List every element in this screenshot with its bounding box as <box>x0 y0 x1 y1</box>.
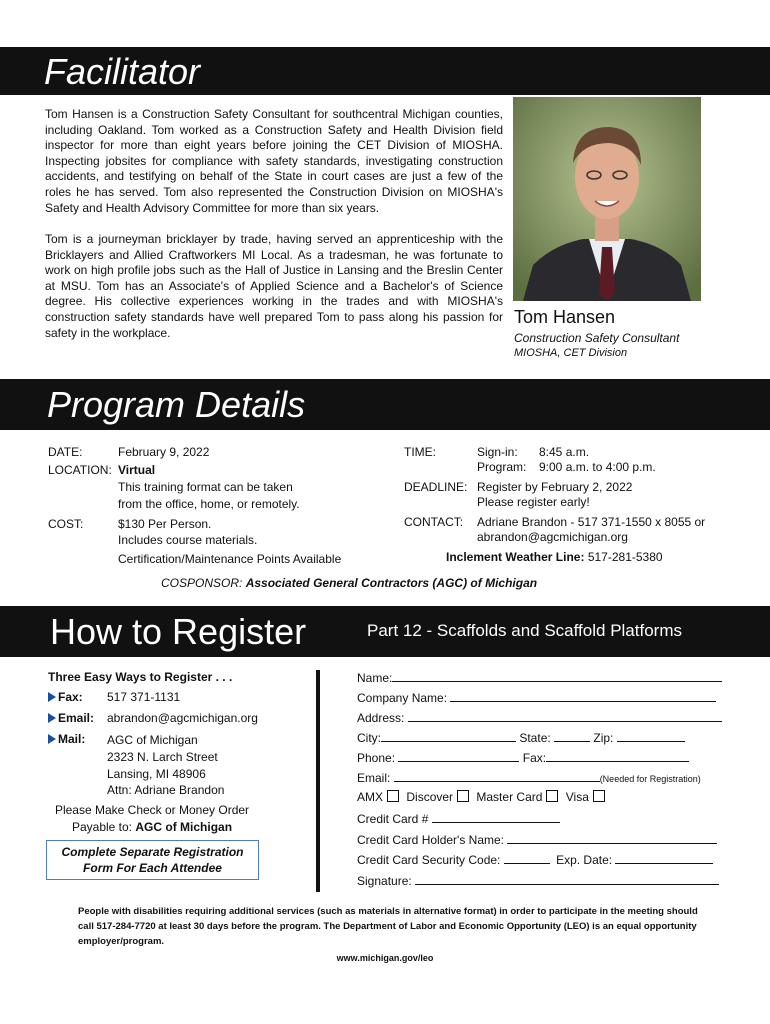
course-title: Part 12 - Scaffolds and Scaffold Platforms <box>367 621 682 640</box>
weather-label: Inclement Weather Line: <box>446 550 585 564</box>
email-option <box>48 711 94 725</box>
program-heading: Program Details <box>47 384 306 425</box>
facilitator-bio-paragraph-1: Tom Hansen is a Construction Safety Consultant for southcentral Michigan counties, including Oakland. Tom worked as a Construction Safety and Health Division field inspector for more than eight years before joining the CET Division of MIOSHA. Inspecting jobsites for compliance with safety standards, investigating construction accidents, and testifying on behalf of the State in court cases are just a few of the roles he has served. Tom also represented the Construction Division on MIOSHA's Safety and Health Advisory Committee for more than six years. <box>45 107 503 215</box>
facilitator-division: MIOSHA, CET Division <box>514 347 628 359</box>
name-label: Name: <box>357 671 393 685</box>
mail-line: Attn: Adriane Brandon <box>107 783 225 798</box>
form-phone-row <box>357 749 689 765</box>
facilitator-header-bar <box>0 47 770 95</box>
company-label: Company Name: <box>357 691 448 705</box>
zip-field[interactable] <box>617 729 685 742</box>
discover-checkbox[interactable] <box>457 790 469 802</box>
location-label: LOCATION: <box>48 463 112 477</box>
mail-address <box>107 732 224 799</box>
holder-field[interactable] <box>507 831 717 844</box>
mail-line: Lansing, MI 48906 <box>107 766 206 781</box>
check-line-1: Please Make Check or Money Order <box>54 803 250 817</box>
cost-value: $130 Per Person. <box>118 517 212 531</box>
state-field[interactable] <box>554 729 590 742</box>
arrow-right-icon <box>48 734 56 744</box>
contact-value: Adriane Brandon - 517 371-1550 x 8055 or <box>477 515 706 529</box>
cosponsor-value: Associated General Contractors (AGC) of Michigan <box>245 576 538 590</box>
address-field[interactable] <box>408 709 722 722</box>
certification-points: Certification/Maintenance Points Available <box>118 552 342 566</box>
form-email-row <box>357 769 701 785</box>
cost-note: Includes course materials. <box>118 533 258 547</box>
mail-line: 2323 N. Larch Street <box>107 749 218 764</box>
visa-label: Visa <box>565 790 589 804</box>
email-form-label: Email: <box>357 771 391 785</box>
arrow-right-icon <box>48 692 56 702</box>
contact-label: CONTACT: <box>404 515 464 529</box>
city-field[interactable] <box>381 729 516 742</box>
date-label: DATE: <box>48 445 83 459</box>
portrait-illustration <box>513 97 701 301</box>
register-header-bar <box>0 606 770 657</box>
email-value[interactable]: abrandon@agcmichigan.org <box>107 711 258 725</box>
mastercard-checkbox[interactable] <box>546 790 558 802</box>
signature-label: Signature: <box>357 874 412 888</box>
cosponsor-label: COSPONSOR: <box>161 576 243 590</box>
address-label: Address: <box>357 711 405 725</box>
mail-label: Mail: <box>58 732 86 746</box>
city-label: City: <box>357 731 381 745</box>
email-required-note: (Needed for Registration) <box>599 774 701 784</box>
box-line-1: Complete Separate Registration <box>61 845 244 859</box>
location-note-2: from the office, home, or remotely. <box>118 497 300 511</box>
form-security-row <box>357 851 713 867</box>
facilitator-role: Construction Safety Consultant <box>514 331 680 345</box>
name-field[interactable] <box>392 669 722 682</box>
payable-label: Payable to: <box>71 819 133 834</box>
mastercard-label: Master Card <box>476 790 543 804</box>
discover-label: Discover <box>406 790 454 804</box>
deadline-label: DEADLINE: <box>404 480 468 494</box>
amx-checkbox[interactable] <box>387 790 399 802</box>
cost-label: COST: <box>48 517 84 531</box>
fax-value: 517 371-1131 <box>107 690 181 704</box>
footer-url[interactable]: www.michigan.gov/leo <box>336 953 434 963</box>
security-code-field[interactable] <box>504 851 550 864</box>
form-company-row <box>357 689 716 705</box>
contact-email[interactable]: abrandon@agcmichigan.org <box>477 530 628 544</box>
email-label: Email: <box>58 711 95 725</box>
signature-field[interactable] <box>415 872 719 885</box>
mail-line: AGC of Michigan <box>107 733 198 747</box>
program-time-label: Program: <box>477 460 527 474</box>
check-instructions <box>45 802 259 835</box>
signin-label: Sign-in: <box>477 445 518 459</box>
deadline-value: Register by February 2, 2022 <box>477 480 633 494</box>
mail-option <box>48 732 85 746</box>
form-city-row <box>357 729 685 745</box>
form-card-type-row <box>357 790 609 804</box>
location-note-1: This training format can be taken <box>118 480 293 494</box>
check-line-2 <box>45 819 259 836</box>
form-holder-row <box>357 831 717 847</box>
location-value: Virtual <box>118 463 156 477</box>
register-heading: How to Register <box>50 611 307 652</box>
separate-registration-box <box>46 840 259 880</box>
facilitator-heading: Facilitator <box>44 51 201 92</box>
deadline-note: Please register early! <box>477 495 590 509</box>
holder-label: Credit Card Holder's Name: <box>357 833 505 847</box>
security-code-label: Credit Card Security Code: <box>357 853 501 867</box>
amx-label: AMX <box>357 790 384 804</box>
fax-field[interactable] <box>546 749 689 762</box>
facilitator-photo <box>513 97 701 301</box>
form-address-row <box>357 709 722 725</box>
box-line-2: Form For Each Attendee <box>83 860 222 875</box>
arrow-right-icon <box>48 713 56 723</box>
accessibility-notice: People with disabilities requiring additional services (such as materials in alternative format) in order to participate in the meeting should call 517-284-7720 at least 30 days before the program. The Department of Labor and Economic Opportunity (LEO) is an equal opportunity employer/program. <box>78 906 698 947</box>
vertical-divider <box>316 670 320 892</box>
state-label: State: <box>519 731 551 745</box>
payable-value: AGC of Michigan <box>135 819 233 834</box>
phone-field[interactable] <box>398 749 519 762</box>
date-value: February 9, 2022 <box>118 445 210 459</box>
email-field[interactable] <box>394 769 600 782</box>
exp-date-field[interactable] <box>615 851 713 864</box>
zip-label: Zip: <box>593 731 614 745</box>
form-signature-row <box>357 872 719 888</box>
fax-label: Fax: <box>58 690 83 704</box>
credit-card-field[interactable] <box>432 810 560 823</box>
cosponsor-line <box>161 576 537 590</box>
form-name-row <box>357 669 722 685</box>
program-header-bar <box>0 379 770 430</box>
facilitator-name: Tom Hansen <box>514 307 616 327</box>
credit-card-label: Credit Card # <box>357 812 429 826</box>
time-label: TIME: <box>404 445 436 459</box>
inclement-weather-line <box>446 550 663 564</box>
fax-option <box>48 690 83 704</box>
exp-date-label: Exp. Date: <box>556 853 613 867</box>
program-time-value: 9:00 a.m. to 4:00 p.m. <box>539 460 656 474</box>
phone-label: Phone: <box>357 751 396 765</box>
fax-form-label: Fax: <box>522 751 547 765</box>
visa-checkbox[interactable] <box>593 790 605 802</box>
facilitator-bio-paragraph-2: Tom is a journeyman bricklayer by trade, having served an apprenticeship with the Bricklayers and Allied Craftworkers MI Local. As a tradesman, he was fortunate to work on high profile jobs such as the Hall of Justice in Lansing and the Breslin Center at MSU. Tom has an Associate's of Applied Science and a Bachelor's of Science degree. His collective experiences working in the trades and with MIOSHA's construction safety standards have well prepared Tom to pass along his passion for safety in the workplace. <box>45 232 503 340</box>
company-field[interactable] <box>450 689 716 702</box>
ways-to-register: Three Easy Ways to Register . . . <box>48 670 233 684</box>
form-credit-card-row <box>357 810 560 826</box>
weather-value: 517-281-5380 <box>587 550 663 564</box>
signin-value: 8:45 a.m. <box>539 445 590 459</box>
